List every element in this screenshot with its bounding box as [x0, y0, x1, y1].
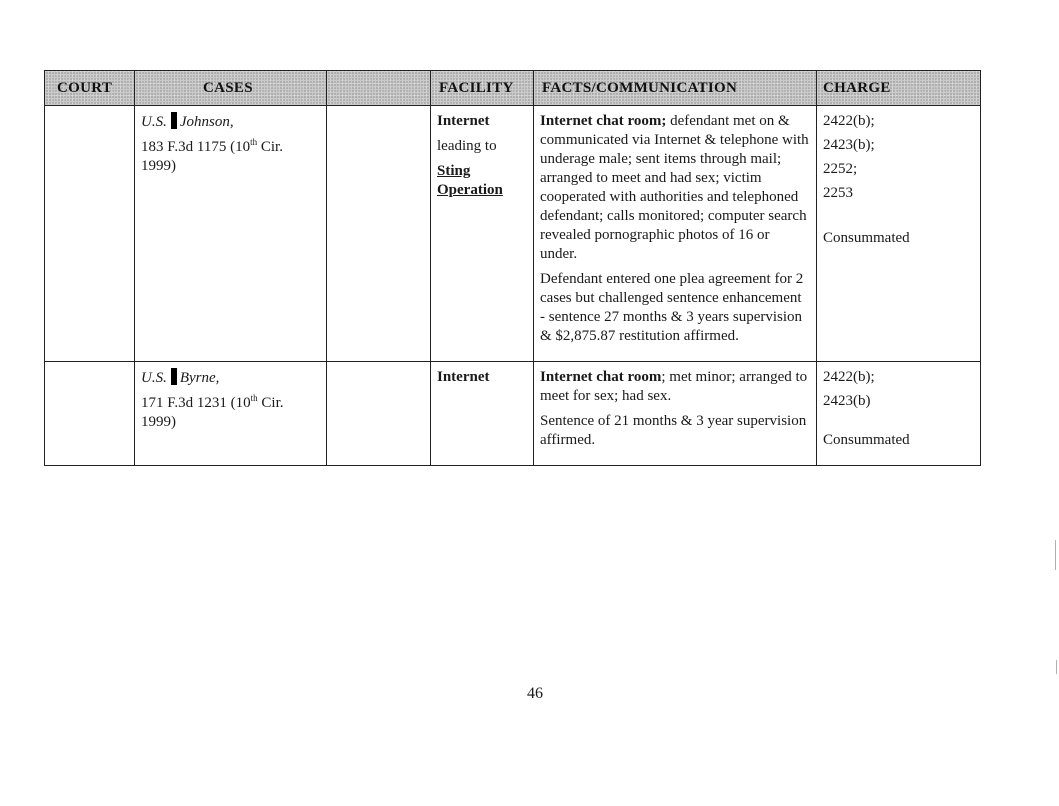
blank-cell: [327, 362, 431, 466]
facts-outcome: Defendant entered one plea agreement for 2 cases but challenged sentence enhancement - sentence 27 months & 3 years supervision & $2,875.87 restitution affirmed.: [540, 271, 804, 344]
cases-table: [44, 70, 981, 466]
facility-type: Internet: [437, 369, 490, 385]
case-cell: [135, 362, 327, 466]
charge-item: 2253: [823, 185, 853, 201]
facility-type: Internet: [437, 113, 490, 129]
header-blank: [327, 71, 431, 106]
charge-item: 2422(b);: [823, 113, 875, 129]
charge-cell: [817, 362, 981, 466]
charge-item: 2422(b);: [823, 369, 875, 385]
case-cell: [135, 106, 327, 362]
facts-paragraph: Internet chat room; met minor; arranged to meet for sex; had sex.: [540, 369, 808, 404]
charge-cell: [817, 106, 981, 362]
header-cases: CASES: [135, 71, 327, 106]
court-cell: [45, 362, 135, 466]
redaction-mark: [171, 112, 177, 129]
table-row: [45, 106, 981, 362]
facility-sting: Sting: [437, 163, 471, 179]
header-court: COURT: [45, 71, 135, 106]
case-citation: 183 F.3d 1175 (10th Cir. 1999): [141, 137, 283, 174]
table-header-row: [45, 71, 981, 106]
facility-cell: [431, 106, 534, 362]
scan-artifact: [1056, 660, 1057, 674]
header-facts: FACTS/COMMUNICATION: [534, 71, 817, 106]
facility-operation: Operation: [437, 182, 503, 198]
charge-item: 2423(b);: [823, 137, 875, 153]
scan-artifact: [1055, 540, 1056, 570]
header-facility: FACILITY: [431, 71, 534, 106]
table-row: [45, 362, 981, 466]
redaction-mark: [171, 368, 177, 385]
facts-paragraph: Internet chat room; defendant met on & communicated via Internet & telephone with underage male; sent items through mail; arranged to meet and had sex; victim cooperated with authorities and telephoned defendant; calls monitored; computer search revealed pornographic photos of 16 or under.: [540, 113, 809, 262]
facts-outcome: Sentence of 21 months & 3 year supervision affirmed.: [540, 413, 807, 448]
court-cell: [45, 106, 135, 362]
page-number: 46: [527, 685, 543, 702]
facts-cell: [534, 106, 817, 362]
header-charge: CHARGE: [817, 71, 981, 106]
facility-cell: [431, 362, 534, 466]
charge-item: 2423(b): [823, 393, 871, 409]
facility-note: leading to: [437, 138, 497, 154]
facts-cell: [534, 362, 817, 466]
charge-item: 2252;: [823, 161, 858, 177]
blank-cell: [327, 106, 431, 362]
case-title: U.S. Johnson,: [141, 114, 234, 130]
charge-status: Consummated: [823, 432, 910, 448]
case-citation: 171 F.3d 1231 (10th Cir. 1999): [141, 393, 284, 430]
charge-status: Consummated: [823, 230, 910, 246]
case-title: U.S. Byrne,: [141, 370, 220, 386]
